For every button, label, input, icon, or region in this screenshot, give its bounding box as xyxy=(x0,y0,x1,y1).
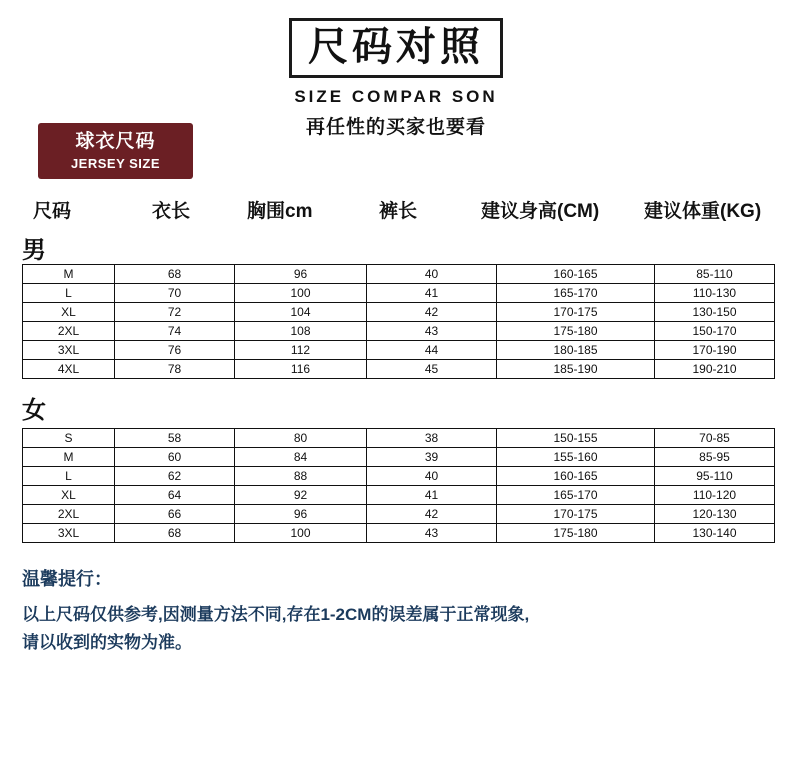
table-row xyxy=(23,303,775,322)
cell-length: 58 xyxy=(115,429,235,448)
table-row xyxy=(23,265,775,284)
group-label-women: 女 xyxy=(22,397,46,424)
cell-pants-length: 43 xyxy=(367,524,497,543)
table-row xyxy=(23,486,775,505)
cell-length: 64 xyxy=(115,486,235,505)
group-label-men: 男 xyxy=(22,237,46,264)
cell-pants-length: 45 xyxy=(367,360,497,379)
column-header-size: 尺码 xyxy=(33,201,72,222)
cell-pants-length: 43 xyxy=(367,322,497,341)
cell-length: 66 xyxy=(115,505,235,524)
cell-size: M xyxy=(23,265,115,284)
cell-pants-length: 38 xyxy=(367,429,497,448)
cell-pants-length: 40 xyxy=(367,265,497,284)
cell-bust: 80 xyxy=(235,429,367,448)
cell-pants-length: 39 xyxy=(367,448,497,467)
subtitle-chinese: 再任性的买家也要看 xyxy=(305,117,486,138)
jersey-size-badge-label-en: JERSEY SIZE xyxy=(70,155,161,171)
size-table-men xyxy=(22,264,775,379)
cell-weight: 85-95 xyxy=(655,448,775,467)
cell-weight: 110-120 xyxy=(655,486,775,505)
cell-size: 2XL xyxy=(23,505,115,524)
cell-pants-length: 41 xyxy=(367,284,497,303)
cell-length: 78 xyxy=(115,360,235,379)
cell-weight: 170-190 xyxy=(655,341,775,360)
table-row xyxy=(23,322,775,341)
cell-height: 150-155 xyxy=(497,429,655,448)
cell-bust: 88 xyxy=(235,467,367,486)
notice-line-2: 请以收到的实物为准。 xyxy=(22,633,192,653)
cell-size: 3XL xyxy=(23,341,115,360)
cell-height: 170-175 xyxy=(497,303,655,322)
cell-height: 160-165 xyxy=(497,265,655,284)
cell-bust: 92 xyxy=(235,486,367,505)
cell-weight: 110-130 xyxy=(655,284,775,303)
cell-height: 165-170 xyxy=(497,284,655,303)
table-row xyxy=(23,448,775,467)
cell-weight: 85-110 xyxy=(655,265,775,284)
column-header-length: 衣长 xyxy=(152,201,191,222)
cell-height: 175-180 xyxy=(497,524,655,543)
table-row xyxy=(23,360,775,379)
cell-bust: 112 xyxy=(235,341,367,360)
table-row xyxy=(23,429,775,448)
notice-title: 温馨提行： xyxy=(22,569,112,589)
column-header-height: 建议身高(CM) xyxy=(481,201,600,222)
page-title: 尺码对照 xyxy=(289,18,503,78)
cell-bust: 96 xyxy=(235,505,367,524)
size-table-women xyxy=(22,428,775,543)
cell-bust: 100 xyxy=(235,524,367,543)
column-header-bust: 胸围cm xyxy=(247,201,313,222)
cell-size: M xyxy=(23,448,115,467)
cell-size: S xyxy=(23,429,115,448)
cell-weight: 190-210 xyxy=(655,360,775,379)
cell-bust: 96 xyxy=(235,265,367,284)
cell-weight: 130-140 xyxy=(655,524,775,543)
column-header-weight: 建议体重(KG) xyxy=(644,201,762,222)
cell-pants-length: 44 xyxy=(367,341,497,360)
cell-height: 180-185 xyxy=(497,341,655,360)
table-row xyxy=(23,341,775,360)
cell-length: 74 xyxy=(115,322,235,341)
jersey-size-badge xyxy=(38,123,193,179)
cell-height: 170-175 xyxy=(497,505,655,524)
cell-pants-length: 42 xyxy=(367,505,497,524)
cell-size: 4XL xyxy=(23,360,115,379)
cell-bust: 108 xyxy=(235,322,367,341)
table-row xyxy=(23,505,775,524)
cell-bust: 100 xyxy=(235,284,367,303)
cell-pants-length: 42 xyxy=(367,303,497,322)
table-row xyxy=(23,524,775,543)
cell-weight: 70-85 xyxy=(655,429,775,448)
cell-length: 76 xyxy=(115,341,235,360)
column-headers xyxy=(0,196,792,226)
cell-size: XL xyxy=(23,303,115,322)
subtitle-english: SIZE COMPAR SON xyxy=(294,87,498,106)
cell-height: 165-170 xyxy=(497,486,655,505)
table-row xyxy=(23,467,775,486)
cell-height: 175-180 xyxy=(497,322,655,341)
cell-size: 2XL xyxy=(23,322,115,341)
notice-line-1: 以上尺码仅供参考,因测量方法不同,存在1-2CM的误差属于正常现象, xyxy=(22,605,530,624)
cell-size: 3XL xyxy=(23,524,115,543)
column-header-pants-length: 裤长 xyxy=(379,201,418,222)
cell-length: 70 xyxy=(115,284,235,303)
cell-size: L xyxy=(23,467,115,486)
header xyxy=(0,0,792,139)
cell-height: 155-160 xyxy=(497,448,655,467)
notice xyxy=(22,565,762,657)
table-row xyxy=(23,284,775,303)
cell-weight: 130-150 xyxy=(655,303,775,322)
cell-weight: 95-110 xyxy=(655,467,775,486)
cell-weight: 120-130 xyxy=(655,505,775,524)
cell-weight: 150-170 xyxy=(655,322,775,341)
cell-bust: 116 xyxy=(235,360,367,379)
cell-bust: 104 xyxy=(235,303,367,322)
cell-height: 160-165 xyxy=(497,467,655,486)
cell-bust: 84 xyxy=(235,448,367,467)
cell-pants-length: 41 xyxy=(367,486,497,505)
cell-length: 72 xyxy=(115,303,235,322)
cell-length: 60 xyxy=(115,448,235,467)
cell-length: 68 xyxy=(115,524,235,543)
cell-length: 62 xyxy=(115,467,235,486)
jersey-size-badge-label-cn: 球衣尺码 xyxy=(75,131,156,152)
cell-height: 185-190 xyxy=(497,360,655,379)
cell-size: L xyxy=(23,284,115,303)
cell-size: XL xyxy=(23,486,115,505)
cell-pants-length: 40 xyxy=(367,467,497,486)
cell-length: 68 xyxy=(115,265,235,284)
